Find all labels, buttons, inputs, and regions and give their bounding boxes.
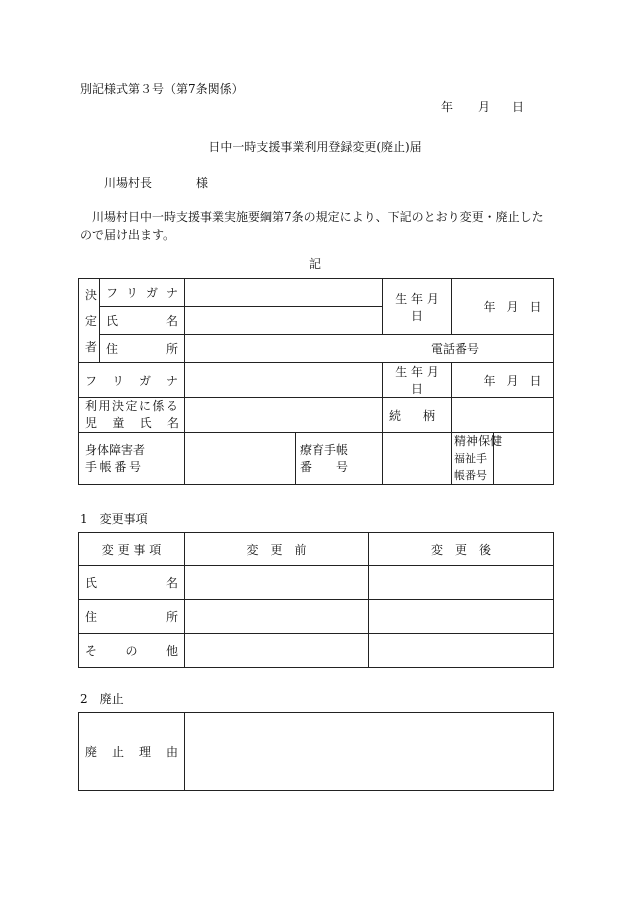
change-row-address-label: 住 所 — [79, 600, 185, 634]
change-address-after-field[interactable] — [369, 600, 554, 634]
ryoiku-handbook-label: 療育手帳 番 号 — [296, 433, 383, 485]
applicant-address-label: 住 所 — [100, 335, 185, 363]
mental-handbook-field[interactable] — [494, 433, 554, 485]
phone-label: 電話番号 — [431, 342, 480, 356]
child-name-field[interactable] — [185, 398, 383, 433]
section2-heading: 2 廃止 — [80, 692, 124, 706]
change-row-other-label: そ の 他 — [79, 634, 185, 668]
child-furigana-field[interactable] — [185, 363, 383, 398]
change-other-before-field[interactable] — [185, 634, 369, 668]
ki-label: 記 — [308, 257, 321, 271]
ryoiku-handbook-field[interactable] — [383, 433, 452, 485]
abolition-reason-field[interactable] — [185, 713, 554, 791]
change-table — [78, 532, 554, 668]
applicant-group-label: 決 定 者 — [79, 279, 100, 363]
child-furigana-label: フ リ ガ ナ — [79, 363, 185, 398]
change-row-name-label: 氏 名 — [79, 566, 185, 600]
abolition-table — [78, 712, 554, 791]
col-change-before: 変 更 前 — [185, 533, 369, 566]
abolition-reason-label: 廃 止 理 由 — [79, 713, 185, 791]
applicant-birthdate-label: 生 年 月 日 — [383, 279, 452, 335]
date-day-label: 日 — [512, 100, 525, 114]
applicant-table — [78, 278, 554, 485]
applicant-name-label: 氏 名 — [100, 307, 185, 335]
applicant-birthdate-field[interactable]: 年 月 日 — [452, 279, 554, 335]
col-change-after: 変 更 後 — [369, 533, 554, 566]
change-name-before-field[interactable] — [185, 566, 369, 600]
col-change-item: 変 更 事 項 — [79, 533, 185, 566]
applicant-name-field[interactable] — [185, 307, 383, 335]
intro-paragraph: 川場村日中一時支援事業実施要綱第7条の規定により、下記のとおり変更・廃止したので届け出ます。 — [80, 210, 544, 242]
applicant-address-field[interactable] — [185, 335, 554, 363]
change-address-before-field[interactable] — [185, 600, 369, 634]
document-title: 日中一時支援事業利用登録変更(廃止)届 — [208, 140, 422, 154]
form-number: 別記様式第３号（第7条関係） — [80, 82, 244, 96]
addressee-name: 川場村長 — [104, 176, 153, 190]
section1-heading: 1 変更事項 — [80, 512, 148, 526]
child-name-label: 利 用 決 定 に 係 る 児 童 氏 名 — [79, 398, 185, 433]
change-other-after-field[interactable] — [369, 634, 554, 668]
applicant-furigana-field[interactable] — [185, 279, 383, 307]
date-year-label: 年 — [441, 100, 454, 114]
addressee-honorific: 様 — [196, 176, 209, 190]
child-birthdate-field[interactable]: 年 月 日 — [452, 363, 554, 398]
relationship-field[interactable] — [452, 398, 554, 433]
disability-handbook-label: 身体障害者 手 帳 番 号 — [79, 433, 185, 485]
change-name-after-field[interactable] — [369, 566, 554, 600]
relationship-label: 続 柄 — [383, 398, 452, 433]
date-month-label: 月 — [478, 100, 491, 114]
child-birthdate-label: 生 年 月 日 — [383, 363, 452, 398]
applicant-furigana-label: フ リ ガ ナ — [100, 279, 185, 307]
mental-handbook-label: 精 神 保 健 福祉手帳番号 — [452, 433, 494, 485]
disability-handbook-field[interactable] — [185, 433, 296, 485]
